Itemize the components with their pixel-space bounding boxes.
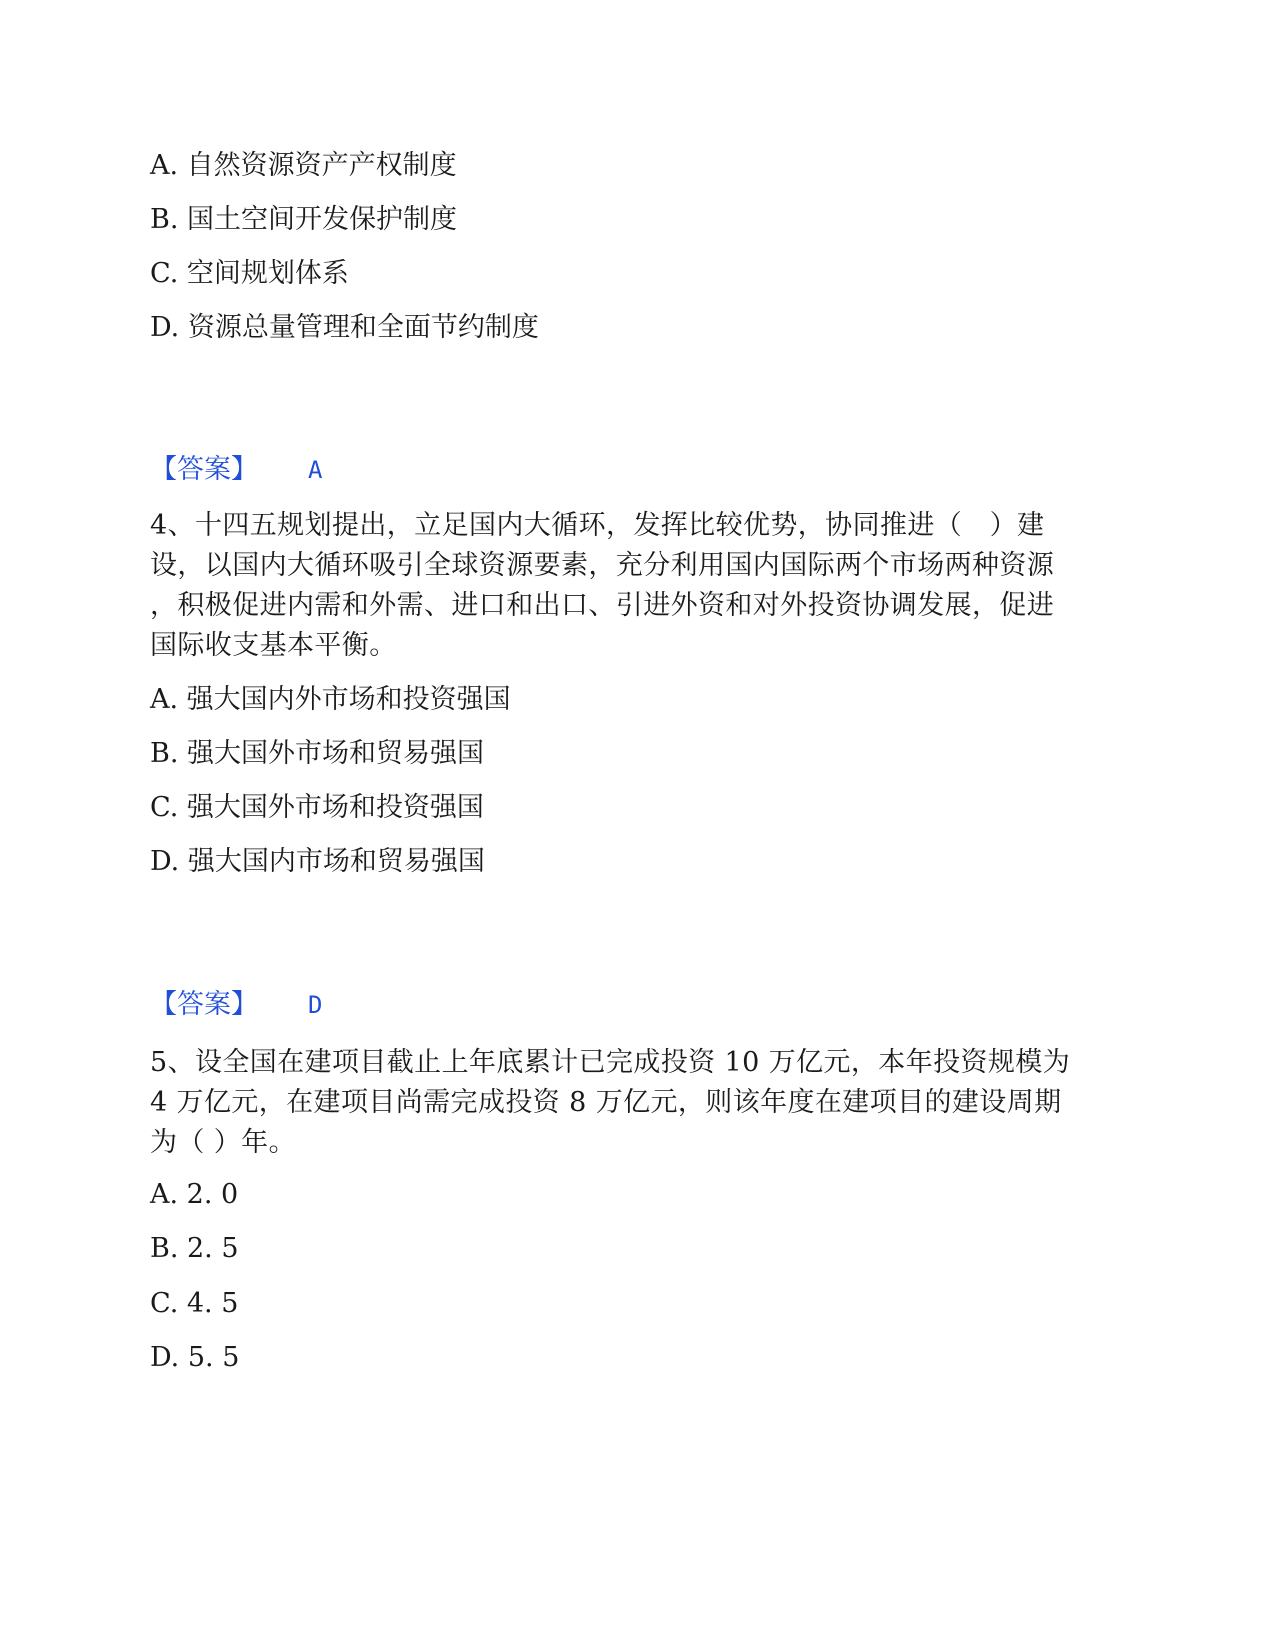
q5-option-b: B. 2. 5 bbox=[150, 1233, 239, 1264]
q4-stem-line-1: 4、十四五规划提出，立足国内大循环，发挥比较优势，协同推进（ ）建 bbox=[150, 510, 1045, 541]
q4-option-b: B. 强大国外市场和贸易强国 bbox=[150, 738, 485, 769]
q4-option-c: C. 强大国外市场和投资强国 bbox=[150, 792, 484, 823]
q4-answer-label: 【答案】 bbox=[150, 989, 258, 1020]
q5-option-c: C. 4. 5 bbox=[150, 1288, 239, 1319]
q4-answer-value: D bbox=[308, 991, 323, 1019]
q4-stem-line-2: 设，以国内大循环吸引全球资源要素，充分利用国内国际两个市场两种资源 bbox=[150, 550, 1055, 581]
q3-answer-label: 【答案】 bbox=[150, 454, 258, 485]
q3-option-a: A. 自然资源资产产权制度 bbox=[150, 150, 457, 181]
q3-answer bbox=[150, 450, 322, 490]
q5-option-a: A. 2. 0 bbox=[150, 1179, 239, 1210]
q3-option-d: D. 资源总量管理和全面节约制度 bbox=[150, 312, 539, 343]
q3-option-b: B. 国土空间开发保护制度 bbox=[150, 204, 458, 235]
q4-stem-line-4: 国际收支基本平衡。 bbox=[150, 630, 397, 661]
q4-option-a: A. 强大国内外市场和投资强国 bbox=[150, 684, 511, 715]
q3-option-c: C. 空间规划体系 bbox=[150, 258, 349, 289]
q5-option-d: D. 5. 5 bbox=[150, 1342, 240, 1373]
q5-stem-line-1: 5、设全国在建项目截止上年底累计已完成投资 10 万亿元，本年投资规模为 bbox=[150, 1047, 1071, 1078]
q4-option-d: D. 强大国内市场和贸易强国 bbox=[150, 846, 485, 877]
q3-answer-value: A bbox=[308, 456, 323, 484]
q5-stem-line-3: 为（ ）年。 bbox=[150, 1127, 296, 1158]
q5-stem-line-2: 4 万亿元，在建项目尚需完成投资 8 万亿元，则该年度在建项目的建设周期 bbox=[150, 1087, 1062, 1118]
q4-stem-line-3: ，积极促进内需和外需、进口和出口、引进外资和对外投资协调发展，促进 bbox=[150, 590, 1055, 621]
q4-answer bbox=[150, 985, 322, 1025]
